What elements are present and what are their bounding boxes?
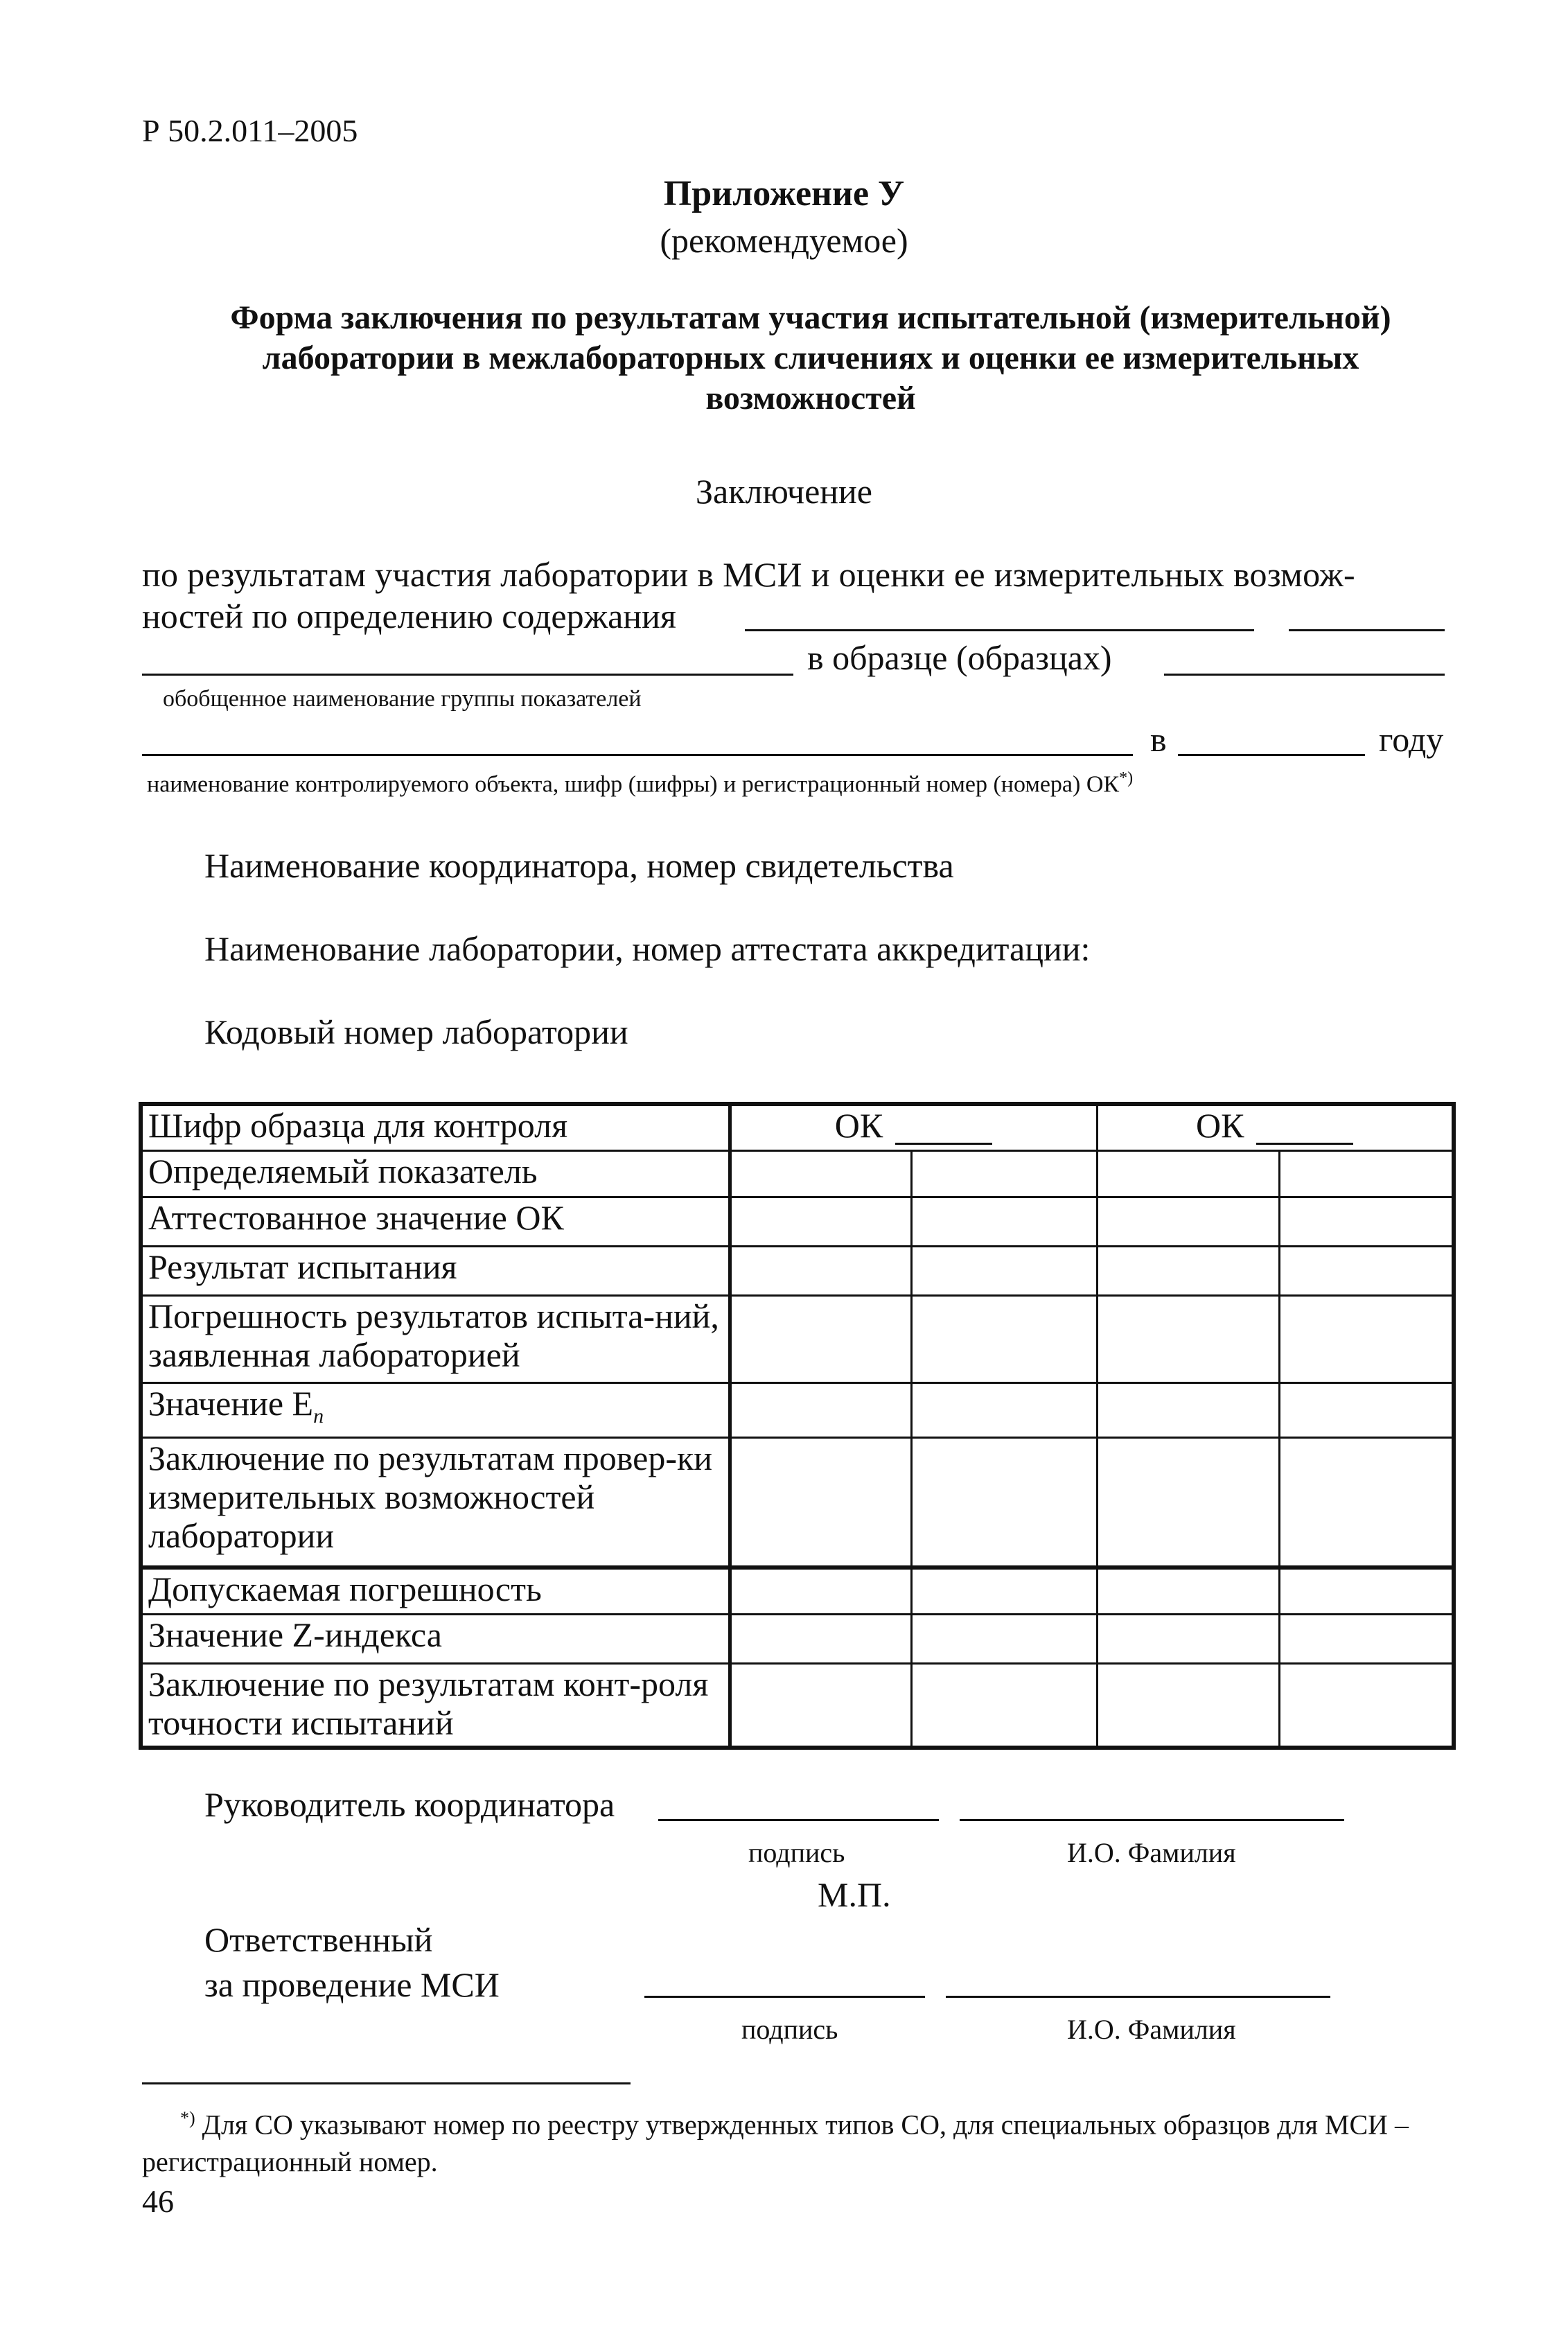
table-cell: [911, 1438, 1097, 1568]
row-label: Допускаемая погрешность: [141, 1568, 730, 1614]
row-label: Погрешность результатов испыта-ний, заявленная лабораторией: [141, 1295, 730, 1383]
table-cell: [911, 1614, 1097, 1663]
signature-caption: подпись: [748, 1837, 845, 1868]
fill-line-content: [745, 629, 1254, 631]
in-sample-label: в образце (образцах): [807, 638, 1112, 677]
en-label: Значение E: [148, 1384, 314, 1423]
responsible-label-line-2: за проведение МСИ: [204, 1965, 500, 2004]
appendix-title: Приложение У: [663, 174, 905, 213]
row-label: Определяемый показатель: [141, 1150, 730, 1197]
table-cell: [911, 1383, 1097, 1438]
in-word: в: [1150, 720, 1167, 759]
ok-label-2: ОК: [1196, 1106, 1244, 1145]
fill-line-year: [1178, 754, 1365, 756]
table-cell: [1097, 1663, 1279, 1748]
footnote-text: Для СО указывают номер по реестру утвержденных типов СО, для специальных образцов для МСИ – регистрационный номер.: [142, 2109, 1409, 2178]
table-cell: [911, 1150, 1097, 1197]
table-row: [141, 1438, 1454, 1568]
footnote-rule: [142, 2082, 631, 2084]
row-label: Результат испытания: [141, 1246, 730, 1295]
year-word: году: [1379, 720, 1444, 759]
name-caption: И.О. Фамилия: [1067, 1837, 1236, 1868]
name-line-responsible: [946, 1996, 1330, 1998]
table-cell: [1097, 1383, 1279, 1438]
fill-line-indicator-group: [142, 674, 793, 676]
name-caption-2: И.О. Фамилия: [1067, 2014, 1236, 2045]
ok-column-2: [1097, 1104, 1454, 1150]
stamp-label: М.П.: [818, 1875, 891, 1914]
caption-object: [147, 769, 1133, 798]
table-cell: [1097, 1197, 1279, 1246]
row-label: Заключение по результатам конт-роля точности испытаний: [141, 1663, 730, 1748]
table-row: [141, 1614, 1454, 1663]
form-title: Форма заключения по результатам участия испытательной (измерительной) лаборатории в межлабораторных сличениях и оценки ее измерительных возможностей: [230, 299, 1391, 416]
table-cell: [1279, 1295, 1454, 1383]
table-row: [141, 1246, 1454, 1295]
page-number: 46: [142, 2184, 174, 2219]
conclusion-heading: Заключение: [696, 472, 872, 511]
table-cell: [1097, 1614, 1279, 1663]
table-row: [141, 1150, 1454, 1197]
table-cell: [1279, 1438, 1454, 1568]
table-cell: [730, 1197, 911, 1246]
conclusion-line-2: ностей по определению содержания: [142, 597, 676, 635]
row-label: Заключение по результатам провер-ки измерительных возможностей лаборатории: [141, 1438, 730, 1568]
table-cell: [730, 1295, 911, 1383]
table-row: [141, 1663, 1454, 1748]
table-cell: [911, 1295, 1097, 1383]
fill-line-sample: [1164, 674, 1445, 676]
table-cell: [1279, 1383, 1454, 1438]
ok-fill-line-2: [1256, 1115, 1353, 1145]
table-cell: [1097, 1295, 1279, 1383]
table-cell: [1279, 1246, 1454, 1295]
caption-object-text: наименование контролируемого объекта, шифр (шифры) и регистрационный номер (номера) ОК: [147, 771, 1120, 798]
footnote-mark: *): [180, 2108, 195, 2128]
document-code: Р 50.2.011–2005: [142, 113, 358, 148]
laboratory-label: Наименование лаборатории, номер аттестата аккредитации:: [204, 929, 1091, 968]
row-label-en: [141, 1383, 730, 1438]
header-label-cell: Шифр образца для контроля: [141, 1104, 730, 1150]
table-row: [141, 1197, 1454, 1246]
table-cell: [730, 1150, 911, 1197]
table-cell: [911, 1246, 1097, 1295]
table-cell: [730, 1246, 911, 1295]
en-subscript: n: [313, 1405, 324, 1428]
ok-column-1: [730, 1104, 1097, 1150]
table-row: [141, 1383, 1454, 1438]
signature-line-head: [658, 1819, 939, 1821]
responsible-label-line-1: Ответственный: [204, 1920, 433, 1959]
fill-line-content-2: [1289, 629, 1445, 631]
table-cell: [730, 1568, 911, 1614]
ok-label-1: ОК: [834, 1106, 883, 1145]
row-label: Значение Z-индекса: [141, 1614, 730, 1663]
table-row: [141, 1568, 1454, 1614]
coordinator-label: Наименование координатора, номер свидетельства: [204, 846, 954, 885]
table-cell: [730, 1663, 911, 1748]
table-cell: [1279, 1614, 1454, 1663]
row-label: Аттестованное значение ОК: [141, 1197, 730, 1246]
signature-caption-2: подпись: [741, 2014, 838, 2045]
name-line-head: [960, 1819, 1344, 1821]
table-cell: [1097, 1246, 1279, 1295]
table-cell: [911, 1663, 1097, 1748]
caption-indicator-group: обобщенное наименование группы показателей: [163, 686, 642, 712]
fill-line-object: [142, 754, 1133, 756]
table-row: [141, 1295, 1454, 1383]
table-cell: [1097, 1150, 1279, 1197]
table-cell: [1097, 1438, 1279, 1568]
table-header-row: [141, 1104, 1454, 1150]
table-cell: [911, 1197, 1097, 1246]
ok-fill-line-1: [895, 1115, 992, 1145]
signature-line-responsible: [644, 1996, 925, 1998]
results-table: [139, 1102, 1456, 1750]
table-cell: [730, 1438, 911, 1568]
table-cell: [1279, 1568, 1454, 1614]
table-cell: [1279, 1150, 1454, 1197]
table-cell: [911, 1568, 1097, 1614]
head-of-coordinator-label: Руководитель координатора: [204, 1785, 615, 1824]
table-cell: [730, 1614, 911, 1663]
table-cell: [1279, 1197, 1454, 1246]
appendix-subtitle: (рекомендуемое): [660, 221, 908, 260]
table-cell: [730, 1383, 911, 1438]
table-cell: [1097, 1568, 1279, 1614]
caption-object-footnote-mark: *): [1119, 769, 1134, 787]
footnote: [142, 2100, 1445, 2181]
table-cell: [1279, 1663, 1454, 1748]
lab-code-label: Кодовый номер лаборатории: [204, 1012, 628, 1051]
conclusion-line-1: по результатам участия лаборатории в МСИ и оценки ее измерительных возмож-: [142, 555, 1355, 594]
